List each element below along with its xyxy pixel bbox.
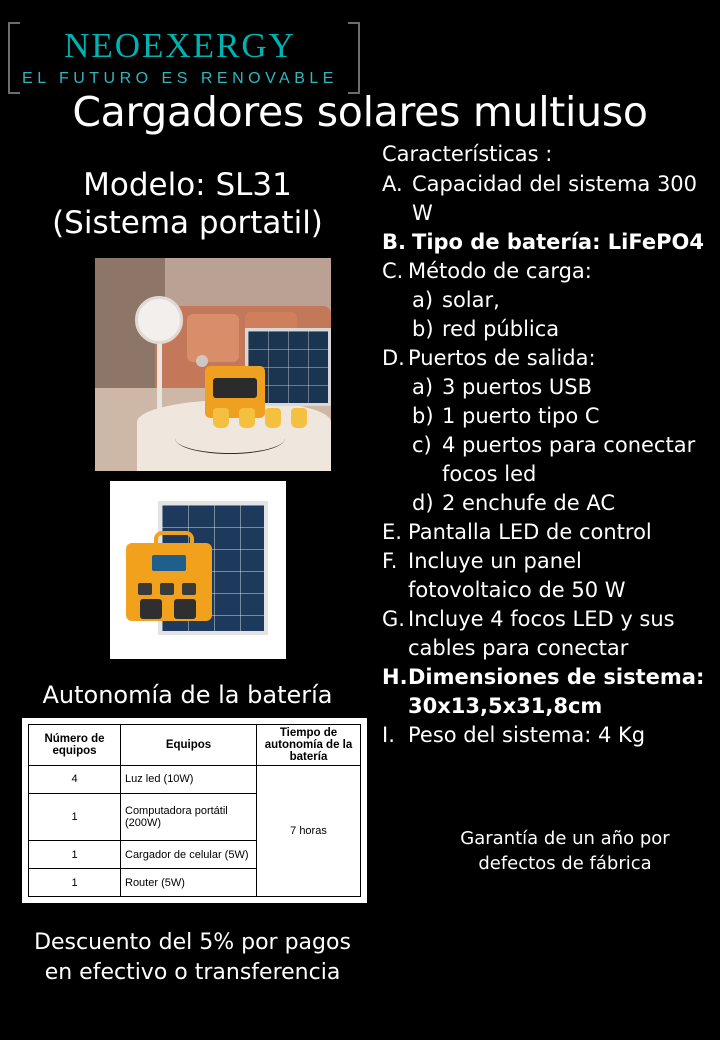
feature-item	[382, 170, 712, 228]
photo-cable	[175, 423, 285, 454]
column-header-quantity: Número de equipos	[29, 725, 121, 766]
column-header-equipment: Equipos	[121, 725, 257, 766]
photo-power-station	[126, 543, 212, 621]
feature-marker: c)	[412, 433, 432, 457]
feature-text: Incluye un panel fotovoltaico de 50 W	[408, 549, 626, 602]
photo-led-display	[152, 555, 186, 571]
feature-text: solar,	[442, 288, 500, 312]
model-subtitle: (Sistema portatil)	[52, 205, 323, 241]
feature-marker: D.	[382, 346, 405, 370]
photo-cushion-left	[187, 314, 239, 362]
photo-usb-port	[138, 583, 152, 595]
photo-power-station-handle	[154, 531, 194, 549]
feature-marker: a)	[412, 288, 434, 312]
photo-led-bulb	[291, 408, 307, 428]
feature-text: red pública	[442, 317, 560, 341]
feature-marker: a)	[412, 375, 434, 399]
feature-item	[382, 228, 712, 257]
feature-item	[382, 518, 712, 547]
feature-marker: C.	[382, 259, 404, 283]
cell-quantity: 4	[29, 766, 121, 794]
feature-text: Pantalla LED de control	[408, 520, 652, 544]
features-heading: Características :	[382, 142, 553, 166]
warranty-note: Garantía de un año por defectos de fábrica	[460, 828, 670, 874]
feature-text: Peso del sistema: 4 Kg	[408, 723, 646, 747]
cell-quantity: 1	[29, 869, 121, 897]
feature-marker: F.	[382, 549, 398, 573]
brand-tagline: EL FUTURO ES RENOVABLE	[22, 70, 338, 87]
feature-item	[382, 344, 712, 373]
photo-fan-head	[135, 296, 183, 344]
feature-item	[382, 257, 712, 286]
feature-marker: I.	[382, 723, 395, 747]
discount-note: Descuento del 5% por pagos en efectivo o transferencia	[34, 930, 351, 985]
feature-marker: A.	[382, 172, 403, 196]
feature-item	[382, 663, 712, 721]
column-header-autonomy: Tiempo de autonomía de la batería	[257, 725, 361, 766]
feature-marker: b)	[412, 404, 434, 428]
feature-marker: E.	[382, 520, 402, 544]
model-name: Modelo: SL31	[83, 167, 292, 203]
brand-name: NEOEXERGY	[64, 26, 296, 65]
cell-quantity: 1	[29, 841, 121, 869]
feature-marker: d)	[412, 491, 434, 515]
feature-subitem	[412, 402, 712, 431]
feature-text: 2 enchufe de AC	[442, 491, 616, 515]
cell-equipment: Cargador de celular (5W)	[121, 841, 257, 869]
table-row	[29, 766, 361, 794]
feature-text: 3 puertos USB	[442, 375, 593, 399]
photo-ac-outlet	[140, 599, 162, 619]
feature-marker: B.	[382, 230, 406, 254]
autonomy-table	[28, 724, 361, 897]
photo-ac-outlet	[174, 599, 196, 619]
feature-subitem	[412, 286, 712, 315]
feature-marker: H.	[382, 665, 408, 689]
autonomy-title: Autonomía de la batería	[42, 681, 333, 709]
photo-usb-port	[160, 583, 174, 595]
photo-power-station-panel	[213, 378, 257, 398]
feature-text: Puertos de salida:	[408, 346, 596, 370]
cell-equipment: Luz led (10W)	[121, 766, 257, 794]
feature-text: Incluye 4 focos LED y sus cables para conectar	[408, 607, 675, 660]
feature-subitem	[412, 373, 712, 402]
feature-item	[382, 605, 712, 663]
feature-text: Método de carga:	[408, 259, 592, 283]
feature-marker: G.	[382, 607, 405, 631]
autonomy-table-container	[22, 718, 367, 903]
brand-logo	[0, 22, 360, 90]
cell-autonomy-hours: 7 horas	[257, 766, 361, 897]
feature-text: Tipo de batería: LiFePO4	[412, 230, 704, 254]
feature-text: Dimensiones de sistema: 30x13,5x31,8cm	[408, 665, 705, 718]
feature-subitem	[412, 431, 712, 489]
product-photo-kit	[110, 481, 286, 659]
feature-marker: b)	[412, 317, 434, 341]
cell-equipment: Router (5W)	[121, 869, 257, 897]
features-list	[382, 140, 712, 750]
feature-text: 4 puertos para conectar focos led	[442, 433, 696, 486]
table-header-row	[29, 725, 361, 766]
feature-item	[382, 721, 712, 750]
photo-usb-port	[182, 583, 196, 595]
page-title: Cargadores solares multiuso	[72, 88, 648, 136]
cell-equipment: Computadora portátil (200W)	[121, 793, 257, 840]
photo-fan-hub	[196, 355, 208, 367]
feature-text: Capacidad del sistema 300 W	[412, 172, 698, 225]
feature-subitem	[412, 315, 712, 344]
feature-text: 1 puerto tipo C	[442, 404, 600, 428]
feature-subitem	[412, 489, 712, 518]
model-heading	[10, 166, 365, 242]
cell-quantity: 1	[29, 793, 121, 840]
product-photo-lifestyle	[95, 258, 331, 471]
feature-item	[382, 547, 712, 605]
